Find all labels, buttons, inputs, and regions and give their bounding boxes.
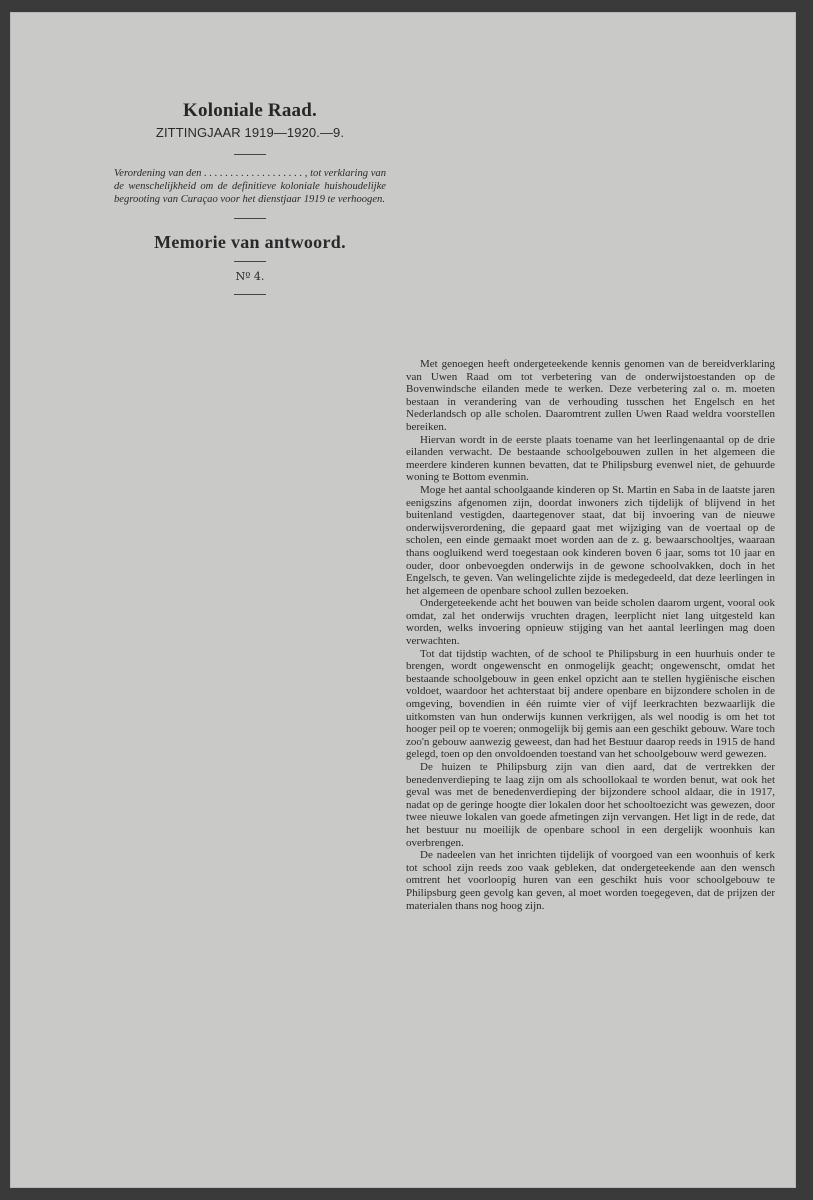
body-paragraph: De huizen te Philipsburg zijn van dien aard, dat de vertrekken der benedenverdieping te laag zijn om als schoollokaal te worden benut, wat ook het geval was met de benedenverdieping der bijzondere school aldaar, die in 1917, nadat op de geringe hoogte dier lokalen door het schooltoezicht was gewezen, door twee nieuwe lokalen van goede afmetingen zijn vervangen. Het ligt in de rede, dat het bestuur nu moeilijk de openbare school in een dergelijk woonhuis kan overbrengen. [406,761,775,849]
ordinance-description: Verordening van den . . . . . . . . . . . . . . . . . . . , tot verklaring van de wenschelijkheid om de definitieve koloniale huishoudelijke begrooting van Curaçao voor het dienstjaar 1919 te verhoogen. [114,168,386,205]
document-title: Memorie van antwoord. [154,232,346,252]
body-text [406,358,775,912]
divider [234,154,266,155]
document-number: Nº 4. [235,270,265,283]
body-paragraph: Ondergeteekende acht het bouwen van beide scholen daarom urgent, vooral ook omdat, zal het onderwijs vruchten dragen, leerplicht niet lang uitgesteld kan worden, welks invoering opnieuw stijging van het aantal leerlingen mag doen verwachten. [406,597,775,648]
body-paragraph: De nadeelen van het inrichten tijdelijk of voorgoed van een woonhuis of kerk tot school zijn reeds zoo vaak gebleken, dat ondergeteekende aan den wensch omtrent het voorloopig huren van een geschikt huis voor schoolgebouw te Philipsburg geen gevolg kan geven, al moet worden toegegeven, dat de prijzen der materialen thans nog hoog zijn. [406,849,775,912]
document-page [10,12,796,1188]
session-year: ZITTINGJAAR 1919—1920.—9. [155,125,345,140]
body-paragraph: Met genoegen heeft ondergeteekende kennis genomen van de bereidverklaring van Uwen Raad om tot verbetering van de onderwijstoestanden op de Bovenwindsche eilanden mede te werken. Deze verbetering zal o. m. moeten bestaan in verandering van de verhouding tusschen het Engelsch en het Nederlandsch op alle scholen. Daaromtrent zullen Uwen Raad weldra voorstellen bereiken. [406,358,775,433]
council-title: Koloniale Raad. [183,100,317,121]
divider [234,294,266,295]
divider [234,261,266,262]
divider [234,218,266,219]
body-paragraph: Tot dat tijdstip wachten, of de school te Philipsburg in een huurhuis onder te brengen, wordt ongewenscht en onmogelijk geacht; ongewenscht, omdat het bestaande schoolgebouw in geen enkel opzicht aan te stellen hygiënische eischen voldoet, waardoor het achterstaat bij andere openbare en bijzondere scholen in de omgeving, bovendien in één ruimte vier of vijf leerkrachten bezwaarlijk die uitkomsten van hun onderwijs kunnen verkrijgen, als wel noodig is om het tot hooger peil op te voeren; onmogelijk bij gemis aan een geschikt gebouw. Ware toch zoo'n gebouw aanwezig geweest, dan had het Bestuur daarop reeds in 1915 de hand gelegd, toen op den onvoldoenden toestand van het schoolgebouw werd gewezen. [406,647,775,761]
heading-block [110,100,390,295]
body-paragraph: Moge het aantal schoolgaande kinderen op St. Martin en Saba in de laatste jaren eenigszins afgenomen zijn, doordat inwoners zich tijdelijk of blijvend in het buitenland vestigden, daartegenover staat, dat bij invoering van de nieuwe onderwijsverordening, die gepaard gaat met wijziging van de voertaal op de scholen, een einde gemaakt moet worden aan de z. g. bewaarschooltjes, waaraan thans oogluikend werd toegestaan ook kinderen boven 6 jaar, soms tot 10 jaar en ouder, door onbevoegden onderwijs in de gewone schoolvakken, doch in het Engelsch, te geven. Van welingelichte zijde is medegedeeld, dat deze leerlingen in het algemeen de openbare school zullen bezoeken. [406,483,775,597]
body-paragraph: Hiervan wordt in de eerste plaats toename van het leerlingenaantal op de drie eilanden verwacht. De bestaande schoolgebouwen zullen in het algemeen die meerdere kinderen kunnen bevatten, dat te Philipsburg evenwel niet, de gehuurde woning te Bottom evenmin. [406,433,775,484]
